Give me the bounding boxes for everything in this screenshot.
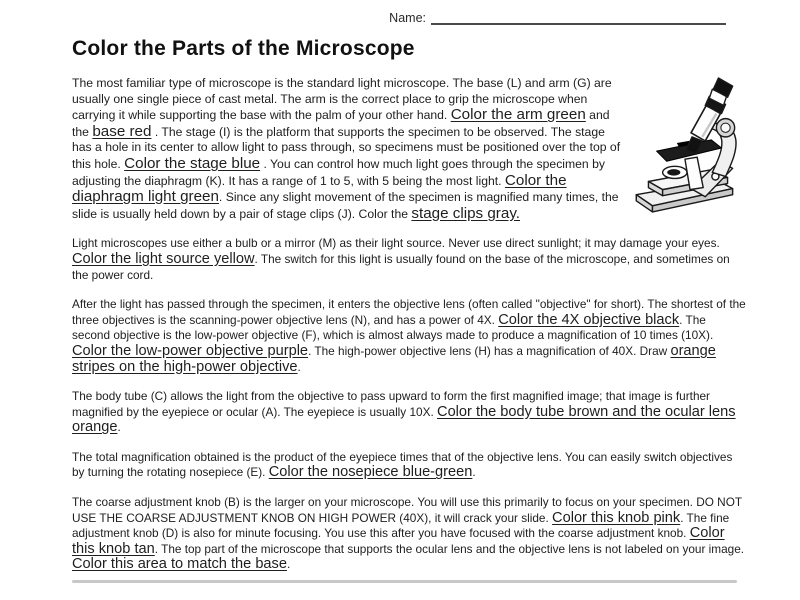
color-instruction: Color this knob pink xyxy=(552,509,681,526)
color-instruction: Color the diaphragm light green xyxy=(72,171,567,206)
text-segment: . xyxy=(117,420,121,435)
text-segment: . You can control how much light goes through the specimen by adjusting the diaphragm (K). It has a range of 1 to 5, with 5 being the most light. xyxy=(72,156,605,188)
text-segment: . The switch for this light is usually found on the base of the microscope, and sometimes on the power cord. xyxy=(72,251,730,282)
color-instruction: orange stripes on the high-power objective xyxy=(72,342,716,375)
paragraph-intro-base-arm-stage xyxy=(72,76,746,222)
text-segment: . xyxy=(286,557,291,572)
color-instruction: Color the nosepiece blue-green xyxy=(268,464,473,481)
color-instruction: Color this area to match the base xyxy=(72,556,287,573)
text-segment: . The fine adjustment knob (D) is also for minute focusing. You use this after you have focused with the coarse adjustment knob. xyxy=(72,510,730,541)
color-instruction: Color this knob tan xyxy=(72,525,725,557)
name-label: Name: xyxy=(389,11,426,25)
text-segment: . The high-power objective lens (H) has a magnification of 40X. Draw xyxy=(308,343,671,358)
text-segment: The body tube (C) allows the light from the objective to pass upward to form the first magnified image; that image is further magnified by the eyepiece or ocular (A). The eyepiece is usually 10X. xyxy=(72,389,710,419)
text-segment: and the xyxy=(72,108,610,139)
color-instruction: base red xyxy=(92,122,152,140)
color-instruction: Color the stage blue xyxy=(124,154,261,172)
paragraph-nosepiece xyxy=(72,450,746,481)
text-segment: . xyxy=(472,465,476,480)
text-segment: . The second objective is the low-power objective (F), which is almost always made to produce a magnification of 10 times (10X). xyxy=(72,312,714,343)
color-instruction: Color the body tube brown and the ocular lens orange xyxy=(72,403,736,436)
color-instruction: Color the 4X objective black xyxy=(498,311,680,328)
name-field-group xyxy=(389,11,726,25)
page-title: Color the Parts of the Microscope xyxy=(72,37,415,60)
text-segment: Light microscopes use either a bulb or a mirror (M) as their light source. Never use direct sunlight; it may damage your eyes. xyxy=(72,236,720,251)
name-blank-line xyxy=(431,12,726,25)
paragraph-objectives xyxy=(72,297,746,375)
paragraph-adjustment-knobs xyxy=(72,495,746,573)
worksheet-page xyxy=(72,8,746,587)
microscope-icon xyxy=(632,76,744,216)
text-segment: . xyxy=(297,359,301,374)
text-segment: The most familiar type of microscope is the standard light microscope. The base (L) and arm (G) are usually one single piece of cast metal. The arm is the correct place to grip the microscope when carrying it while supporting the base with the palm of your other hand. xyxy=(72,76,612,123)
text-segment: The total magnification obtained is the product of the eyepiece times that of the objective lens. You can easily switch objectives by turning the rotating nosepiece (E). xyxy=(72,449,733,480)
color-instruction: Color the light source yellow xyxy=(72,250,255,267)
color-instruction: Color the arm green xyxy=(450,106,586,124)
text-segment: After the light has passed through the specimen, it enters the objective lens (often called "objective" for short). The shortest of the three objectives is the scanning-power objective lens (N), and has a power of 4X. xyxy=(72,297,746,327)
bottom-divider xyxy=(72,580,737,583)
color-instruction: stage clips gray. xyxy=(411,204,521,222)
paragraph-light-source xyxy=(72,236,746,283)
text-segment: . The stage (I) is the platform that supports the specimen to be observed. The stage has a hole in its center to allow light to pass through, so specimens must be positioned over the top of this hole. xyxy=(72,124,621,171)
text-segment: The coarse adjustment knob (B) is the larger on your microscope. You will use this primarily to focus on your specimen. DO NOT USE THE COARSE ADJUSTMENT KNOB ON HIGH POWER (40X), it will crack your slide. xyxy=(72,495,742,525)
paragraph-body-tube xyxy=(72,389,746,436)
text-segment: . Since any slight movement of the specimen is magnified many times, the slide is usually held down by a pair of stage clips (J). Color the xyxy=(72,190,619,221)
color-instruction: Color the low-power objective purple xyxy=(72,342,309,359)
name-row xyxy=(72,8,746,25)
text-segment: . The top part of the microscope that supports the ocular lens and the objective lens is not labeled on your image. xyxy=(154,541,745,556)
